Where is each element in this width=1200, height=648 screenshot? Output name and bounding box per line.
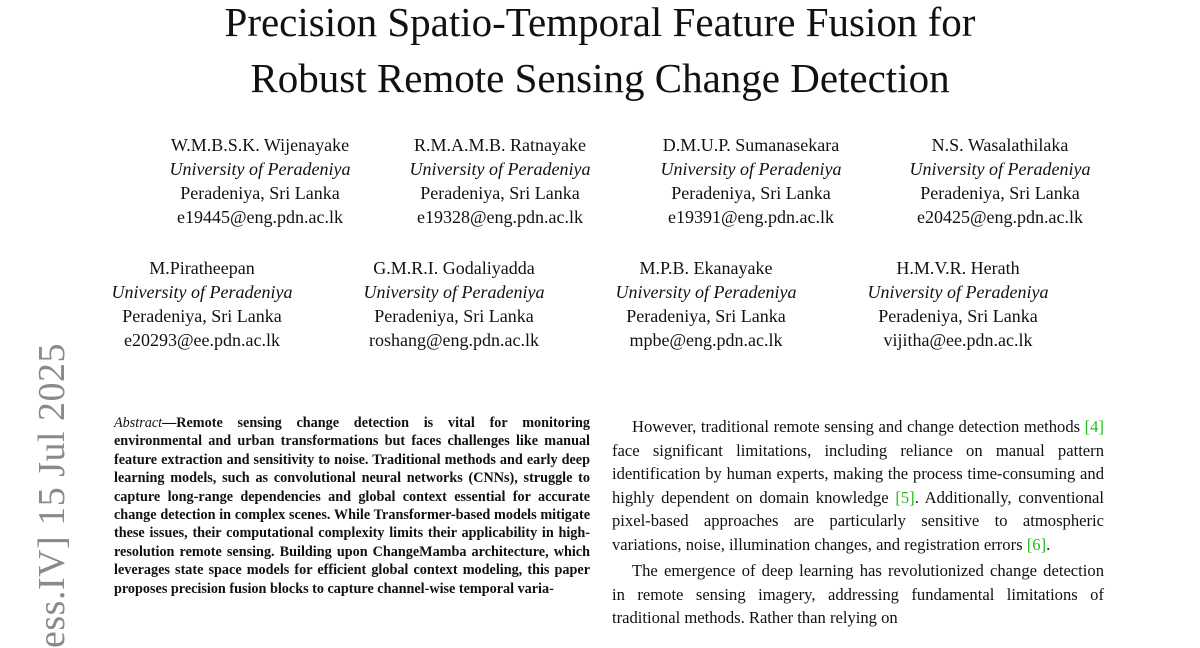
author-location: Peradeniya, Sri Lanka	[671, 183, 831, 203]
author-location: Peradeniya, Sri Lanka	[374, 306, 534, 326]
intro-text: . Additionally, conventional pixel-based approaches are particularly sensitive to atmospheric variations, noise, illumination changes, and registration errors	[612, 487, 1104, 554]
author-name: M.Piratheepan	[149, 258, 255, 278]
author-name: N.S. Wasalathilaka	[931, 135, 1069, 155]
intro-paragraph-1	[612, 415, 1104, 556]
author-email: e20293@ee.pdn.ac.lk	[123, 330, 281, 350]
author-location: Peradeniya, Sri Lanka	[420, 183, 580, 203]
author-name: R.M.A.M.B. Ratnayake	[414, 135, 586, 155]
author-name: H.M.V.R. Herath	[896, 258, 1020, 278]
author-block	[380, 133, 620, 229]
author-affiliation: University of Peradeniya	[409, 159, 591, 179]
author-location: Peradeniya, Sri Lanka	[878, 306, 1038, 326]
intro-paragraph-2: The emergence of deep learning has revolutionized change detection in remote sensing imagery, addressing fundamental limitations of traditional methods. Rather than relying on	[612, 561, 1104, 627]
author-email: vijitha@ee.pdn.ac.lk	[883, 330, 1033, 350]
intro-text: However, traditional remote sensing and change detection methods	[632, 417, 1085, 436]
author-affiliation: University of Peradeniya	[867, 282, 1049, 302]
author-affiliation: University of Peradeniya	[909, 159, 1091, 179]
author-email: mpbe@eng.pdn.ac.lk	[629, 330, 783, 350]
title-line-2: Robust Remote Sensing Change Detection	[250, 55, 950, 101]
author-block	[880, 133, 1120, 229]
author-block	[838, 256, 1078, 352]
intro-text: face significant limitations, including reliance on manual pattern identification by human experts, making the process time-consuming and highly dependent on domain knowledge	[612, 440, 1104, 507]
citation-link[interactable]: [6]	[1026, 534, 1047, 554]
author-email: e19445@eng.pdn.ac.lk	[176, 207, 344, 227]
arxiv-stamp: ess.IV] 15 Jul 2025	[31, 342, 73, 648]
author-location: Peradeniya, Sri Lanka	[180, 183, 340, 203]
author-location: Peradeniya, Sri Lanka	[626, 306, 786, 326]
author-name: D.M.U.P. Sumanasekara	[662, 135, 840, 155]
author-block	[140, 133, 380, 229]
author-affiliation: University of Peradeniya	[111, 282, 293, 302]
intro-text: .	[1046, 534, 1051, 554]
author-email: roshang@eng.pdn.ac.lk	[368, 330, 540, 350]
author-email: e19328@eng.pdn.ac.lk	[416, 207, 584, 227]
abstract-label: Abstract	[114, 415, 163, 431]
citation-link[interactable]: [5]	[895, 487, 915, 507]
author-block	[334, 256, 574, 352]
author-location: Peradeniya, Sri Lanka	[122, 306, 282, 326]
citation-link[interactable]: [4]	[1084, 417, 1104, 436]
author-email: e20425@eng.pdn.ac.lk	[916, 207, 1084, 227]
author-name: W.M.B.S.K. Wijenayake	[170, 135, 350, 155]
paper-title	[0, 0, 1200, 106]
author-block	[631, 133, 871, 229]
author-block	[82, 256, 322, 352]
abstract-text: Remote sensing change detection is vital for monitoring environmental and urban transformations but faces challenges like manual feature extraction and sensitivity to noise. Traditional methods and early deep learning models, such as convolutional neural networks (CNNs), struggle to capture long-range dependencies and global context essential for accurate change detection in complex scenes. While Transformer-based models mitigate these issues, their computational complexity limits their applicability in high-resolution remote sensing. Building upon ChangeMamba architecture, which leverages state space models for efficient global context modeling, this paper proposes precision fusion blocks to capture channel-wise temporal varia-	[114, 415, 590, 597]
author-location: Peradeniya, Sri Lanka	[920, 183, 1080, 203]
author-affiliation: University of Peradeniya	[615, 282, 797, 302]
author-block	[586, 256, 826, 352]
author-affiliation: University of Peradeniya	[660, 159, 842, 179]
author-affiliation: University of Peradeniya	[169, 159, 351, 179]
author-name: M.P.B. Ekanayake	[639, 258, 773, 278]
abstract-dash: —	[162, 415, 177, 431]
author-email: e19391@eng.pdn.ac.lk	[667, 207, 835, 227]
intro-column	[612, 415, 1104, 630]
author-name: G.M.R.I. Godaliyadda	[373, 258, 535, 278]
author-affiliation: University of Peradeniya	[363, 282, 545, 302]
abstract	[114, 414, 590, 598]
title-line-1: Precision Spatio-Temporal Feature Fusion for	[224, 0, 976, 45]
